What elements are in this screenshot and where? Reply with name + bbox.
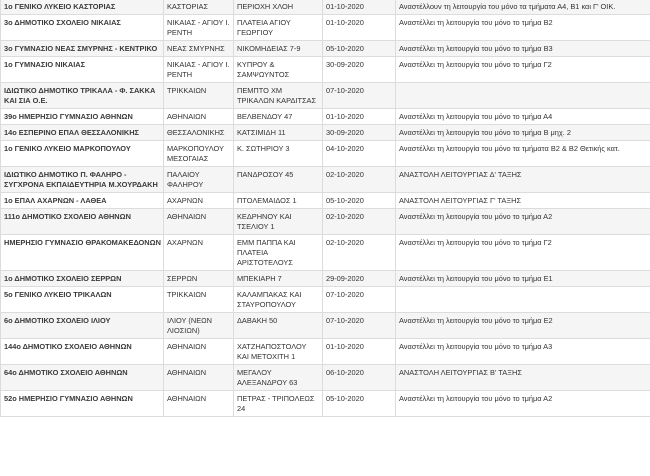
- municipality-cell: ΜΑΡΚΟΠΟΥΛΟΥ ΜΕΣΟΓΑΙΑΣ: [164, 141, 234, 167]
- school-name-cell: 1ο ΔΗΜΟΤΙΚΟ ΣΧΟΛΕΙΟ ΣΕΡΡΩΝ: [1, 271, 164, 287]
- school-name-cell: 1ο ΓΕΝΙΚΟ ΛΥΚΕΙΟ ΚΑΣΤΟΡΙΑΣ: [1, 0, 164, 15]
- address-cell: ΕΜΜ ΠΑΠΠΑ ΚΑΙ ΠΛΑΤΕΙΑ ΑΡΙΣΤΟΤΕΛΟΥΣ: [234, 235, 323, 271]
- note-cell: Αναστέλλει τη λειτουργία του μόνο τα τμήματα Β2 & Β2 Θετικής κατ.: [396, 141, 650, 167]
- municipality-cell: ΝΕΑΣ ΣΜΥΡΝΗΣ: [164, 41, 234, 57]
- date-cell: 07-10-2020: [323, 313, 396, 339]
- school-name-cell: 52ο ΗΜΕΡΗΣΙΟ ΓΥΜΝΑΣΙΟ ΑΘΗΝΩΝ: [1, 391, 164, 417]
- note-cell: Αναστέλλει τη λειτουργία του μόνο το τμήμα Α4: [396, 109, 650, 125]
- school-name-cell: 14ο ΕΣΠΕΡΙΝΟ ΕΠΑΛ ΘΕΣΣΑΛΟΝΙΚΗΣ: [1, 125, 164, 141]
- address-cell: ΚΥΠΡΟΥ & ΣΑΜΨΩΥΝΤΟΣ: [234, 57, 323, 83]
- table-row: [1, 41, 650, 57]
- note-cell: ΑΝΑΣΤΟΛΗ ΛΕΙΤΟΥΡΓΙΑΣ Δ' ΤΑΞΗΣ: [396, 167, 650, 193]
- municipality-cell: ΣΕΡΡΩΝ: [164, 271, 234, 287]
- municipality-cell: ΚΑΣΤΟΡΙΑΣ: [164, 0, 234, 15]
- address-cell: ΔΑΒΑΚΗ 50: [234, 313, 323, 339]
- municipality-cell: ΑΘΗΝΑΙΩΝ: [164, 391, 234, 417]
- table-row: [1, 193, 650, 209]
- note-cell: [396, 83, 650, 109]
- date-cell: 29-09-2020: [323, 271, 396, 287]
- address-cell: ΠΕΤΡΑΣ - ΤΡΙΠΟΛΕΩΣ 24: [234, 391, 323, 417]
- date-cell: 05-10-2020: [323, 41, 396, 57]
- table-row: [1, 125, 650, 141]
- date-cell: 02-10-2020: [323, 209, 396, 235]
- address-cell: ΠΑΝΔΡΟΣΟΥ 45: [234, 167, 323, 193]
- note-cell: Αναστέλλει τη λειτουργία του μόνο το τμήμα Ε2: [396, 313, 650, 339]
- note-cell: Αναστέλλει τη λειτουργία του μόνο το τμήμα Γ2: [396, 57, 650, 83]
- municipality-cell: ΠΑΛΑΙΟΥ ΦΑΛΗΡΟΥ: [164, 167, 234, 193]
- table-row: [1, 209, 650, 235]
- municipality-cell: ΤΡΙΚΚΑΙΩΝ: [164, 287, 234, 313]
- municipality-cell: ΑΘΗΝΑΙΩΝ: [164, 365, 234, 391]
- note-cell: Αναστέλλουν τη λειτουργία του μόνο τα τμήματα Α4, Β1 και Γ' ΟΙΚ.: [396, 0, 650, 15]
- table-row: [1, 57, 650, 83]
- note-cell: ΑΝΑΣΤΟΛΗ ΛΕΙΤΟΥΡΓΙΑΣ Γ' ΤΑΞΗΣ: [396, 193, 650, 209]
- address-cell: ΚΑΛΑΜΠΑΚΑΣ ΚΑΙ ΣΤΑΥΡΟΠΟΥΛΟΥ: [234, 287, 323, 313]
- note-cell: ΑΝΑΣΤΟΛΗ ΛΕΙΤΟΥΡΓΙΑΣ Β' ΤΑΞΗΣ: [396, 365, 650, 391]
- municipality-cell: ΑΧΑΡΝΩΝ: [164, 193, 234, 209]
- date-cell: 01-10-2020: [323, 109, 396, 125]
- municipality-cell: ΘΕΣΣΑΛΟΝΙΚΗΣ: [164, 125, 234, 141]
- date-cell: 05-10-2020: [323, 391, 396, 417]
- school-name-cell: ΗΜΕΡΗΣΙΟ ΓΥΜΝΑΣΙΟ ΘΡΑΚΟΜΑΚΕΔΟΝΩΝ: [1, 235, 164, 271]
- table-row: [1, 235, 650, 271]
- table-row: [1, 313, 650, 339]
- school-name-cell: 1ο ΕΠΑΛ ΑΧΑΡΝΩΝ - ΛΑΘΕΑ: [1, 193, 164, 209]
- address-cell: ΠΤΟΛΕΜΑΙΔΟΣ 1: [234, 193, 323, 209]
- note-cell: Αναστέλλει τη λειτουργία του μόνο το τμήμα Γ2: [396, 235, 650, 271]
- note-cell: Αναστέλλει τη λειτουργία του μόνο το τμήμα Α3: [396, 339, 650, 365]
- address-cell: ΜΕΓΑΛΟΥ ΑΛΕΞΑΝΔΡΟΥ 63: [234, 365, 323, 391]
- date-cell: 01-10-2020: [323, 15, 396, 41]
- date-cell: 07-10-2020: [323, 287, 396, 313]
- date-cell: 01-10-2020: [323, 339, 396, 365]
- date-cell: 30-09-2020: [323, 57, 396, 83]
- municipality-cell: ΑΘΗΝΑΙΩΝ: [164, 339, 234, 365]
- note-cell: Αναστέλλει τη λειτουργία του μόνο το τμήμα Β3: [396, 41, 650, 57]
- address-cell: Κ. ΣΩΤΗΡΙΟΥ 3: [234, 141, 323, 167]
- note-cell: Αναστέλλει τη λειτουργία του μόνο το τμήμα Α2: [396, 209, 650, 235]
- address-cell: ΒΕΛΒΕΝΔΟΥ 47: [234, 109, 323, 125]
- date-cell: 06-10-2020: [323, 365, 396, 391]
- municipality-cell: ΑΘΗΝΑΙΩΝ: [164, 109, 234, 125]
- address-cell: ΠΕΡΙΟΧΗ ΧΛΟΗ: [234, 0, 323, 15]
- date-cell: 01-10-2020: [323, 0, 396, 15]
- school-name-cell: 6ο ΔΗΜΟΤΙΚΟ ΣΧΟΛΕΙΟ ΙΛΙΟΥ: [1, 313, 164, 339]
- municipality-cell: ΑΧΑΡΝΩΝ: [164, 235, 234, 271]
- table-row: [1, 287, 650, 313]
- address-cell: ΝΙΚΟΜΗΔΕΙΑΣ 7-9: [234, 41, 323, 57]
- note-cell: Αναστέλλει τη λειτουργία του μόνο το τμήμα Α2: [396, 391, 650, 417]
- note-cell: [396, 287, 650, 313]
- date-cell: 30-09-2020: [323, 125, 396, 141]
- municipality-cell: ΑΘΗΝΑΙΩΝ: [164, 209, 234, 235]
- date-cell: 07-10-2020: [323, 83, 396, 109]
- address-cell: ΜΠΕΚΙΑΡΗ 7: [234, 271, 323, 287]
- table-row: [1, 109, 650, 125]
- school-name-cell: ΙΔΙΩΤΙΚΟ ΔΗΜΟΤΙΚΟ ΤΡΙΚΑΛΑ - Φ. ΣΑΚΚΑ ΚΑΙ ΣΙΑ Ο.Ε.: [1, 83, 164, 109]
- table-row: [1, 0, 650, 15]
- municipality-cell: ΤΡΙΚΚΑΙΩΝ: [164, 83, 234, 109]
- address-cell: ΧΑΤΖΗΑΠΟΣΤΟΛΟΥ ΚΑΙ ΜΕΤΟΧΙΤΗ 1: [234, 339, 323, 365]
- school-name-cell: 144ο ΔΗΜΟΤΙΚΟ ΣΧΟΛΕΙΟ ΑΘΗΝΩΝ: [1, 339, 164, 365]
- table-row: [1, 141, 650, 167]
- school-name-cell: ΙΔΙΩΤΙΚΟ ΔΗΜΟΤΙΚΟ Π. ΦΑΛΗΡΟ - ΣΥΓΧΡΟΝΑ ΕΚΠΑΙΔΕΥΤΗΡΙΑ Μ.ΧΟΥΡΔΑΚΗ: [1, 167, 164, 193]
- school-name-cell: 39ο ΗΜΕΡΗΣΙΟ ΓΥΜΝΑΣΙΟ ΑΘΗΝΩΝ: [1, 109, 164, 125]
- school-name-cell: 64ο ΔΗΜΟΤΙΚΟ ΣΧΟΛΕΙΟ ΑΘΗΝΩΝ: [1, 365, 164, 391]
- date-cell: 04-10-2020: [323, 141, 396, 167]
- municipality-cell: ΝΙΚΑΙΑΣ - ΑΓΙΟΥ Ι. ΡΕΝΤΗ: [164, 57, 234, 83]
- table-row: [1, 365, 650, 391]
- address-cell: ΚΕΔΡΗΝΟΥ ΚΑΙ ΤΣΕΛΙΟΥ 1: [234, 209, 323, 235]
- school-name-cell: 111ο ΔΗΜΟΤΙΚΟ ΣΧΟΛΕΙΟ ΑΘΗΝΩΝ: [1, 209, 164, 235]
- table-row: [1, 83, 650, 109]
- date-cell: 05-10-2020: [323, 193, 396, 209]
- date-cell: 02-10-2020: [323, 235, 396, 271]
- school-name-cell: 3ο ΔΗΜΟΤΙΚΟ ΣΧΟΛΕΙΟ ΝΙΚΑΙΑΣ: [1, 15, 164, 41]
- school-name-cell: 1ο ΓΥΜΝΑΣΙΟ ΝΙΚΑΙΑΣ: [1, 57, 164, 83]
- school-name-cell: 1ο ΓΕΝΙΚΟ ΛΥΚΕΙΟ ΜΑΡΚΟΠΟΥΛΟΥ: [1, 141, 164, 167]
- table-row: [1, 167, 650, 193]
- school-name-cell: 5ο ΓΕΝΙΚΟ ΛΥΚΕΙΟ ΤΡΙΚΑΛΩΝ: [1, 287, 164, 313]
- school-name-cell: 3ο ΓΥΜΝΑΣΙΟ ΝΕΑΣ ΣΜΥΡΝΗΣ - ΚΕΝΤΡΙΚΟ: [1, 41, 164, 57]
- address-cell: ΠΕΜΠΤΟ ΧΜ ΤΡΙΚΑΛΩΝ ΚΑΡΔΙΤΣΑΣ: [234, 83, 323, 109]
- address-cell: ΚΑΤΣΙΜΙΔΗ 11: [234, 125, 323, 141]
- table-row: [1, 271, 650, 287]
- municipality-cell: ΙΛΙΟΥ (ΝΕΩΝ ΛΙΟΣΙΩΝ): [164, 313, 234, 339]
- note-cell: Αναστέλλει τη λειτουργία του μόνο το τμήμα Β2: [396, 15, 650, 41]
- table-row: [1, 339, 650, 365]
- note-cell: Αναστέλλει τη λειτουργία του μόνο το τμήμα Β μηχ. 2: [396, 125, 650, 141]
- date-cell: 02-10-2020: [323, 167, 396, 193]
- table-row: [1, 391, 650, 417]
- municipality-cell: ΝΙΚΑΙΑΣ - ΑΓΙΟΥ Ι. ΡΕΝΤΗ: [164, 15, 234, 41]
- address-cell: ΠΛΑΤΕΙΑ ΑΓΙΟΥ ΓΕΩΡΓΙΟΥ: [234, 15, 323, 41]
- table-body: [1, 0, 650, 417]
- table-row: [1, 15, 650, 41]
- note-cell: Αναστέλλει τη λειτουργία του μόνο το τμήμα Ε1: [396, 271, 650, 287]
